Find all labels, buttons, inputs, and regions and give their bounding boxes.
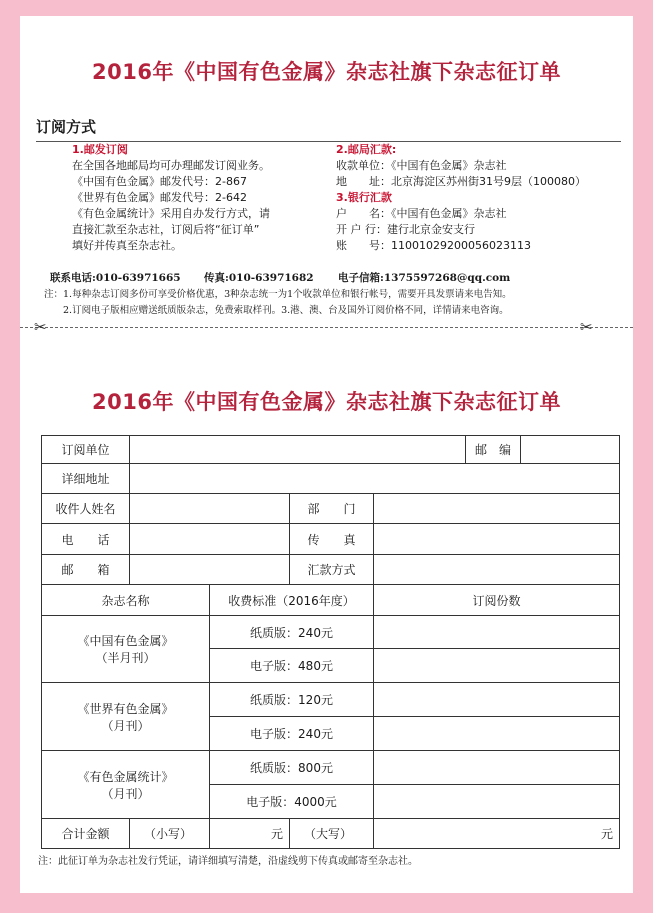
yuan-unit: 元	[600, 827, 613, 841]
phone-label: 电 话	[42, 524, 130, 555]
post-remit-heading: 2.邮局汇款:	[336, 143, 397, 156]
magazine-name: 《世界有色金属》	[77, 701, 174, 716]
postal-line: 直接汇款至杂志社，订阅后将“征订单”	[72, 223, 260, 236]
electronic-copies-field[interactable]	[374, 785, 620, 819]
note-line: 注：1.每种杂志订阅多份可享受价格优惠，3种杂志统一为1个收款单位和银行帐号，需要开具发票请来电告知。	[44, 289, 512, 300]
post-remit-line: 地 址：北京海淀区苏州街31号9层（100080）	[336, 175, 586, 188]
lower-label: （小写）	[130, 819, 210, 849]
address-label: 详细地址	[42, 464, 130, 494]
fax-field[interactable]	[374, 524, 620, 555]
bank-remit-line: 账 号：11001029200056023113	[336, 239, 531, 252]
paper-copies-field[interactable]	[374, 683, 620, 717]
department-field[interactable]	[374, 494, 620, 524]
postal-line: 《中国有色金属》邮发代号：2-867	[72, 175, 247, 188]
electronic-copies-field[interactable]	[374, 649, 620, 683]
bank-remit-line: 开 户 行：建行北京金安支行	[336, 223, 475, 236]
email-label: 邮 箱	[42, 555, 130, 585]
order-sheet	[20, 16, 633, 893]
phone-field[interactable]	[130, 524, 290, 555]
electronic-price: 电子版：480元	[210, 649, 374, 683]
order-unit-field[interactable]	[130, 436, 466, 464]
contact-phone: 联系电话:010-63971665	[50, 272, 181, 284]
upper-label: （大写）	[290, 819, 374, 849]
electronic-price: 电子版：240元	[210, 717, 374, 751]
postal-line: 《有色金属统计》采用自办发行方式，请	[72, 207, 270, 220]
postal-line: 填好并传真至杂志社。	[72, 239, 182, 252]
postal-line: 《世界有色金属》邮发代号：2-642	[72, 191, 247, 204]
magazine-period: （半月刊）	[95, 651, 156, 665]
fax-label: 传 真	[290, 524, 374, 555]
upper-amount-field[interactable]	[374, 819, 620, 849]
note-line: 2.订阅电子版相应赠送纸质版杂志，免费索取样刊。3.港、澳、台及国外订阅价格不同，详情请来电咨询。	[44, 305, 509, 316]
price-header: 收费标准（2016年度）	[210, 585, 374, 616]
footnote: 注：此征订单为杂志社发行凭证，请详细填写清楚，沿虚线剪下传真或邮寄至杂志社。	[38, 856, 418, 867]
contact-fax: 传真:010-63971682	[204, 272, 314, 284]
total-label: 合计金额	[42, 819, 130, 849]
paper-price: 纸质版：120元	[210, 683, 374, 717]
postal-line: 在全国各地邮局均可办理邮发订阅业务。	[72, 159, 270, 172]
address-field[interactable]	[130, 464, 620, 494]
magazine-name: 《有色金属统计》	[77, 769, 174, 784]
magazine-name-header: 杂志名称	[42, 585, 210, 616]
remittance-block	[336, 142, 586, 254]
recipient-label: 收件人姓名	[42, 494, 130, 524]
recipient-field[interactable]	[130, 494, 290, 524]
magazine-period: （月刊）	[101, 786, 150, 801]
cut-line	[20, 327, 633, 328]
postcode-field[interactable]	[521, 436, 620, 464]
remit-method-field[interactable]	[374, 555, 620, 585]
postcode-label: 邮 编	[466, 436, 521, 464]
order-form-table	[41, 435, 620, 849]
yuan-unit: 元	[270, 827, 283, 841]
remit-method-label: 汇款方式	[290, 555, 374, 585]
copies-header: 订阅份数	[374, 585, 620, 616]
contact-email: 电子信箱:1375597268@qq.com	[338, 272, 511, 284]
form-title: 2016年《中国有色金属》杂志社旗下杂志征订单	[92, 390, 561, 414]
magazine-name-cell	[42, 751, 210, 819]
electronic-copies-field[interactable]	[374, 717, 620, 751]
postal-heading: 1.邮发订阅	[72, 143, 128, 156]
magazine-period: （月刊）	[101, 718, 150, 733]
bank-remit-line: 户 名：《中国有色金属》杂志社	[336, 207, 507, 220]
postal-subscription-block	[72, 142, 270, 254]
department-label: 部 门	[290, 494, 374, 524]
post-remit-line: 收款单位：《中国有色金属》杂志社	[336, 159, 507, 172]
notes	[44, 287, 512, 319]
lower-amount-field[interactable]	[210, 819, 290, 849]
paper-copies-field[interactable]	[374, 751, 620, 785]
electronic-price: 电子版：4000元	[210, 785, 374, 819]
page-title: 2016年《中国有色金属》杂志社旗下杂志征订单	[92, 60, 561, 84]
magazine-name-cell	[42, 683, 210, 751]
magazine-name-cell	[42, 616, 210, 683]
paper-copies-field[interactable]	[374, 616, 620, 649]
order-unit-label: 订阅单位	[42, 436, 130, 464]
magazine-name: 《中国有色金属》	[77, 634, 174, 648]
email-field[interactable]	[130, 555, 290, 585]
paper-price: 纸质版：240元	[210, 616, 374, 649]
paper-price: 纸质版：800元	[210, 751, 374, 785]
section-heading: 订阅方式	[36, 118, 97, 136]
scissors-icon: ✂	[34, 318, 47, 336]
scissors-icon: ✂	[580, 318, 593, 336]
bank-remit-heading: 3.银行汇款	[336, 191, 392, 204]
